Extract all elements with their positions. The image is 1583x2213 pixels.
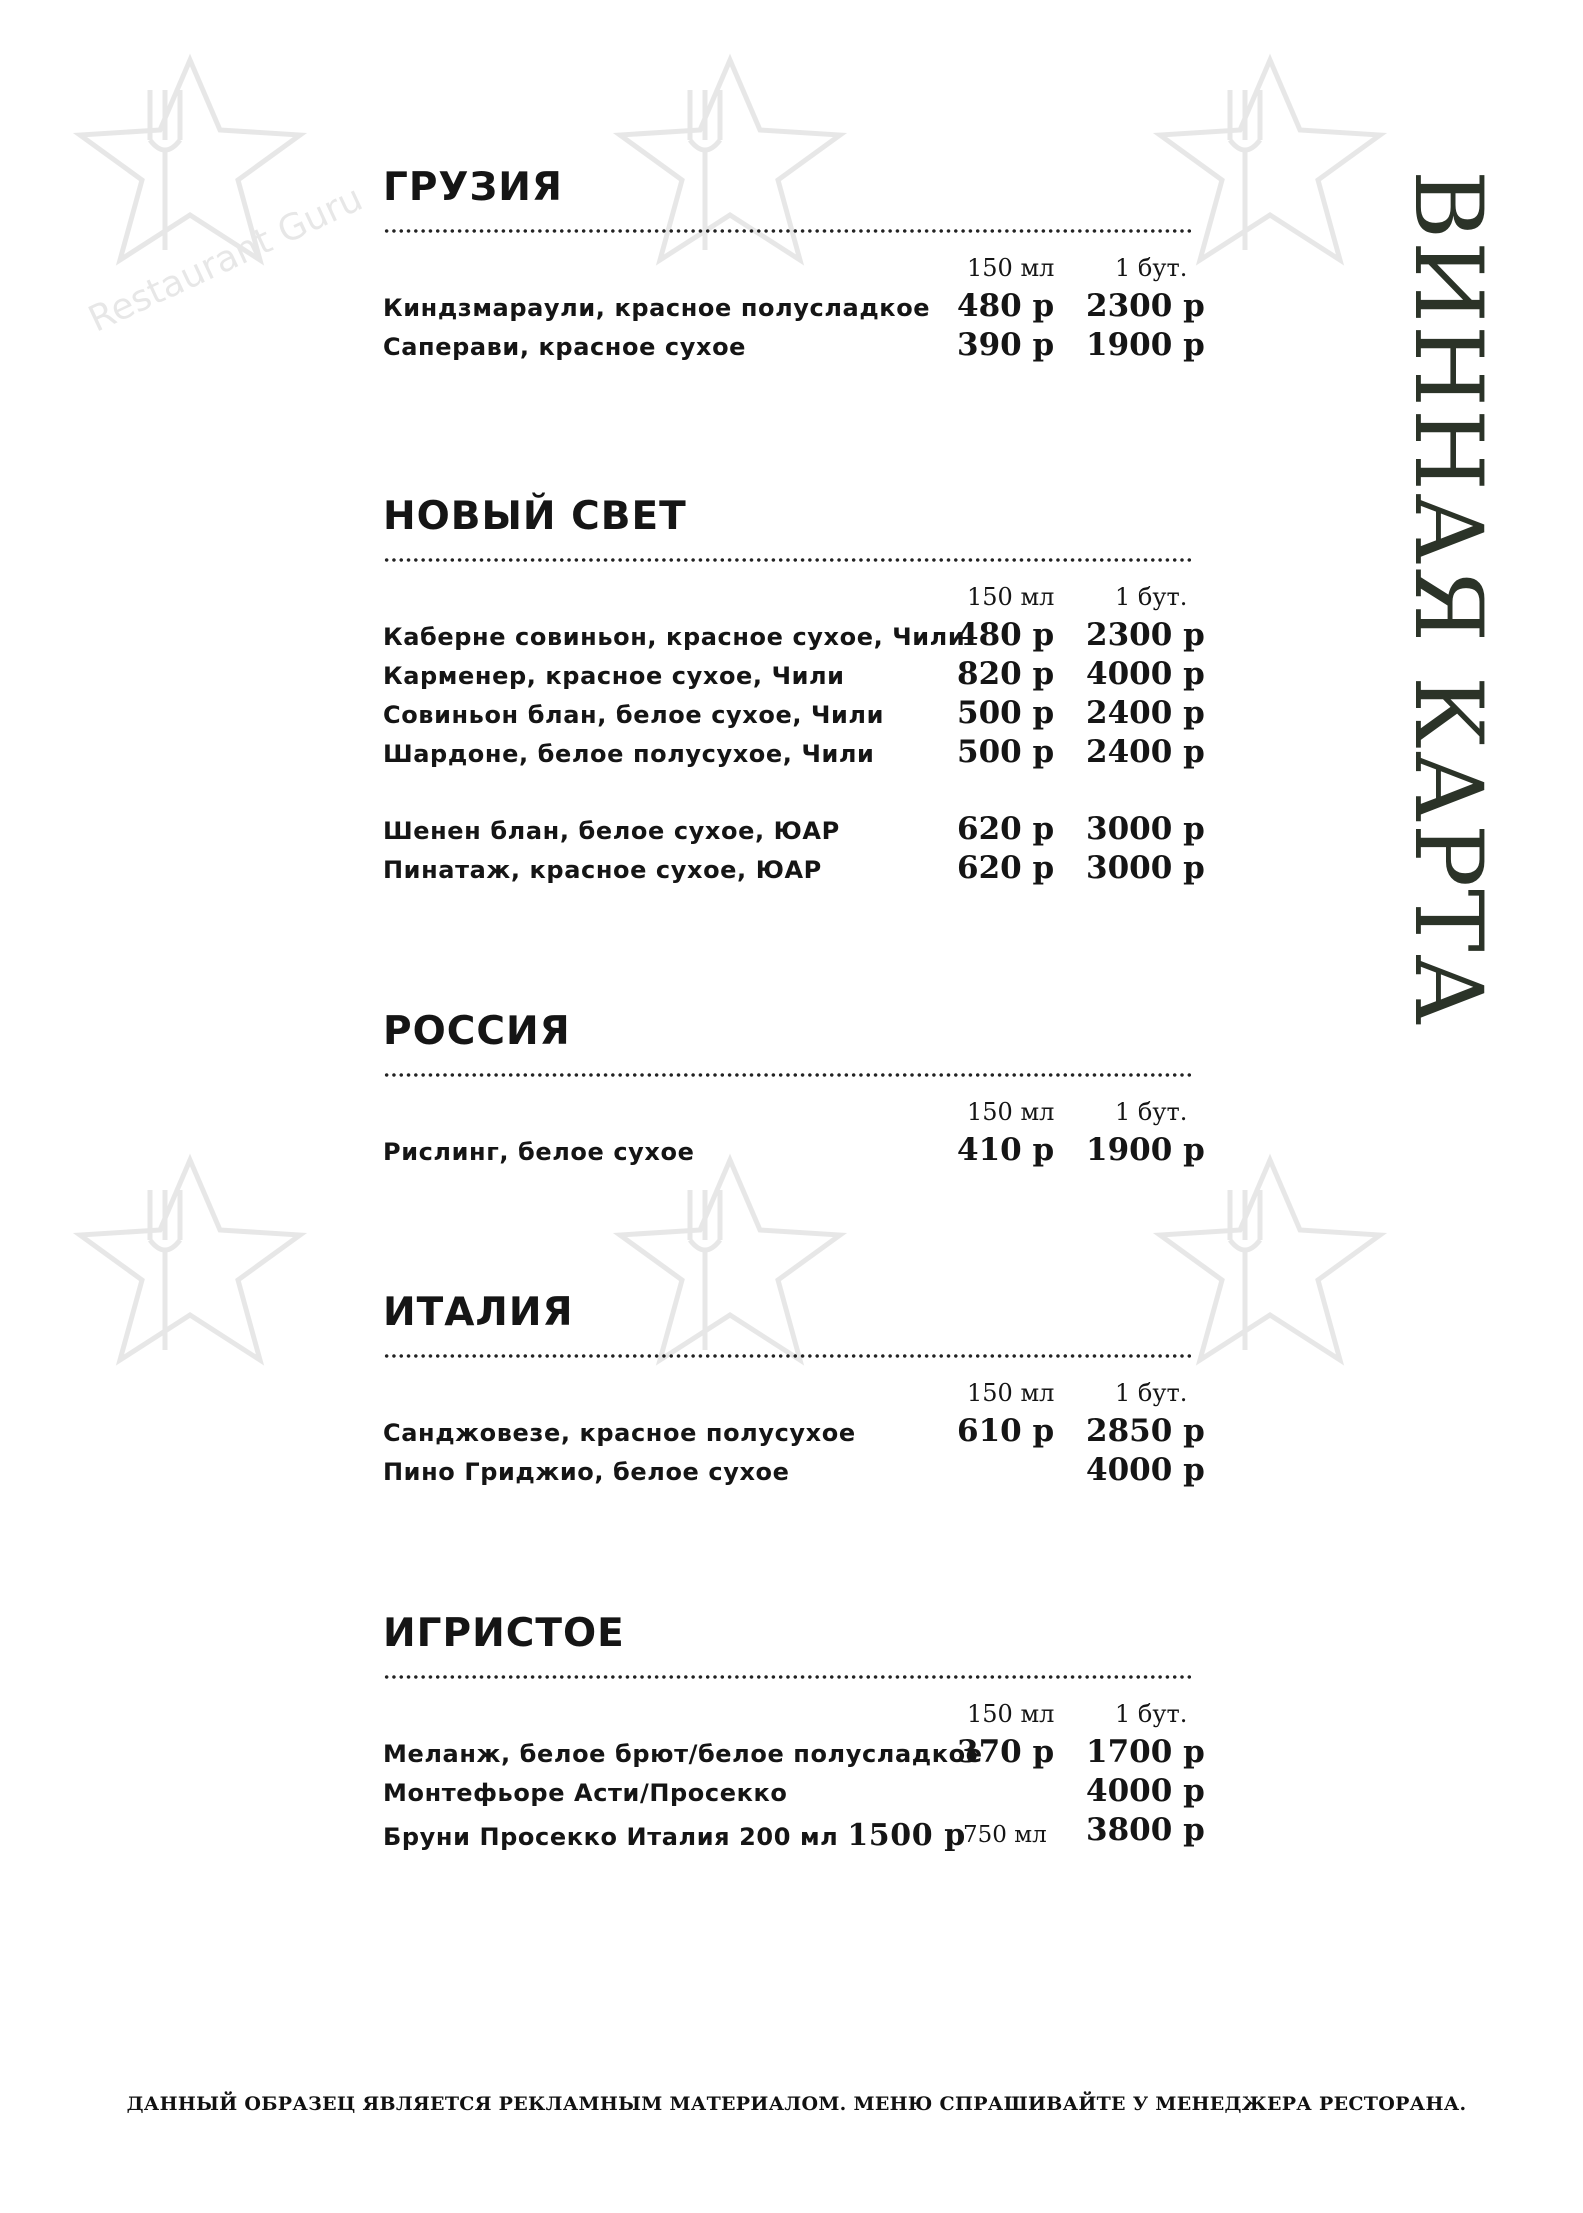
price-bottle: 3800 р xyxy=(1086,1812,1205,1848)
header-bottle: 1 бут. xyxy=(1115,1098,1188,1126)
menu-item xyxy=(383,811,1205,850)
header-glass: 150 мл xyxy=(967,1098,1055,1126)
menu-item xyxy=(383,617,1205,656)
header-bottle: 1 бут. xyxy=(1115,254,1188,282)
item-name: Карменер, красное сухое, Чили xyxy=(383,662,845,690)
price-bottle: 1700 р xyxy=(1086,1734,1205,1770)
price-glass: 480 р xyxy=(957,288,1055,324)
price-bottle: 1900 р xyxy=(1086,1132,1205,1168)
item-name: Пино Гриджио, белое сухое xyxy=(383,1458,790,1486)
column-headers xyxy=(383,577,1198,617)
header-bottle: 1 бут. xyxy=(1115,1700,1188,1728)
price-glass: 620 р xyxy=(957,850,1055,886)
menu-item xyxy=(383,1773,1205,1812)
section-new-world xyxy=(383,491,1205,889)
price-bottle: 1900 р xyxy=(1086,327,1205,363)
item-name: Санджовезе, красное полусухое xyxy=(383,1419,856,1447)
price-bottle: 2400 р xyxy=(1086,734,1205,770)
item-name: Шенен блан, белое сухое, ЮАР xyxy=(383,817,840,845)
header-glass: 150 мл xyxy=(967,1379,1055,1407)
section-title: РОССИЯ xyxy=(383,1009,571,1054)
price-bottle: 2300 р xyxy=(1086,288,1205,324)
column-headers xyxy=(383,1092,1198,1132)
dotted-divider xyxy=(383,1353,1193,1359)
price-bottle: 2850 р xyxy=(1086,1413,1205,1449)
price-glass: 370 р xyxy=(957,1734,1055,1770)
volume-label: 750 мл xyxy=(963,1822,1047,1848)
section-title: НОВЫЙ СВЕТ xyxy=(383,494,687,539)
header-bottle: 1 бут. xyxy=(1115,583,1188,611)
item-name: Рислинг, белое сухое xyxy=(383,1138,695,1166)
item-name-text: Бруни Просекко Италия 200 мл xyxy=(383,1823,839,1851)
menu-item xyxy=(383,1452,1205,1491)
price-glass: 500 р xyxy=(957,734,1055,770)
menu-item xyxy=(383,1413,1205,1452)
price-bottle: 3000 р xyxy=(1086,811,1205,847)
item-name: Совиньон блан, белое сухое, Чили xyxy=(383,701,885,729)
menu-item xyxy=(383,1132,1205,1171)
price-bottle: 4000 р xyxy=(1086,1773,1205,1809)
section-sparkling xyxy=(383,1608,1205,1853)
menu-item xyxy=(383,1734,1205,1773)
header-glass: 150 мл xyxy=(967,583,1055,611)
section-russia xyxy=(383,1006,1205,1171)
item-name: Саперави, красное сухое xyxy=(383,333,747,361)
section-italy xyxy=(383,1287,1205,1491)
item-name: Меланж, белое брют/белое полусладкое xyxy=(383,1740,983,1768)
price-glass: 410 р xyxy=(957,1132,1055,1168)
item-name: Шардоне, белое полусухое, Чили xyxy=(383,740,875,768)
svg-text:Restaurant Guru: Restaurant Guru xyxy=(82,177,369,341)
price-bottle: 2300 р xyxy=(1086,617,1205,653)
column-headers xyxy=(383,1373,1198,1413)
dotted-divider xyxy=(383,1674,1193,1680)
section-title: ГРУЗИЯ xyxy=(383,165,563,210)
menu-item xyxy=(383,288,1205,327)
section-title: ИГРИСТОЕ xyxy=(383,1611,625,1656)
menu-item xyxy=(383,695,1205,734)
header-bottle: 1 бут. xyxy=(1115,1379,1188,1407)
header-glass: 150 мл xyxy=(967,1700,1055,1728)
price-bottle: 3000 р xyxy=(1086,850,1205,886)
price-glass: 620 р xyxy=(957,811,1055,847)
price-bottle: 2400 р xyxy=(1086,695,1205,731)
dotted-divider xyxy=(383,1072,1193,1078)
watermark-logo xyxy=(60,1150,320,1390)
dotted-divider xyxy=(383,557,1193,563)
footer-disclaimer: ДАННЫЙ ОБРАЗЕЦ ЯВЛЯЕТСЯ РЕКЛАМНЫМ МАТЕРИАЛОМ. МЕНЮ СПРАШИВАЙТЕ У МЕНЕДЖЕРА РЕСТОРАНА. xyxy=(126,2093,1467,2115)
section-title: ИТАЛИЯ xyxy=(383,1290,574,1335)
menu-item xyxy=(383,327,1205,366)
item-name: Монтефьоре Асти/Просекко xyxy=(383,1779,788,1807)
item-name xyxy=(383,1818,966,1853)
dotted-divider xyxy=(383,228,1193,234)
item-name: Каберне совиньон, красное сухое, Чили xyxy=(383,623,966,651)
header-glass: 150 мл xyxy=(967,254,1055,282)
watermark-logo xyxy=(60,50,369,341)
page-title: ВИННАЯ КАРТА xyxy=(1393,170,1502,1028)
price-glass: 820 р xyxy=(957,656,1055,692)
price-glass: 390 р xyxy=(957,327,1055,363)
price-bottle: 4000 р xyxy=(1086,1452,1205,1488)
column-headers xyxy=(383,1694,1198,1734)
menu-item xyxy=(383,734,1205,773)
price-bottle: 4000 р xyxy=(1086,656,1205,692)
price-glass: 480 р xyxy=(957,617,1055,653)
menu-item xyxy=(383,656,1205,695)
menu-item xyxy=(383,1812,1205,1853)
price-glass: 610 р xyxy=(957,1413,1055,1449)
menu-item xyxy=(383,850,1205,889)
section-georgia xyxy=(383,162,1205,366)
item-name: Киндзмараули, красное полусладкое xyxy=(383,294,931,322)
price-small-bottle: 1500 р xyxy=(847,1818,966,1853)
item-name: Пинатаж, красное сухое, ЮАР xyxy=(383,856,822,884)
column-headers xyxy=(383,248,1198,288)
price-glass: 500 р xyxy=(957,695,1055,731)
